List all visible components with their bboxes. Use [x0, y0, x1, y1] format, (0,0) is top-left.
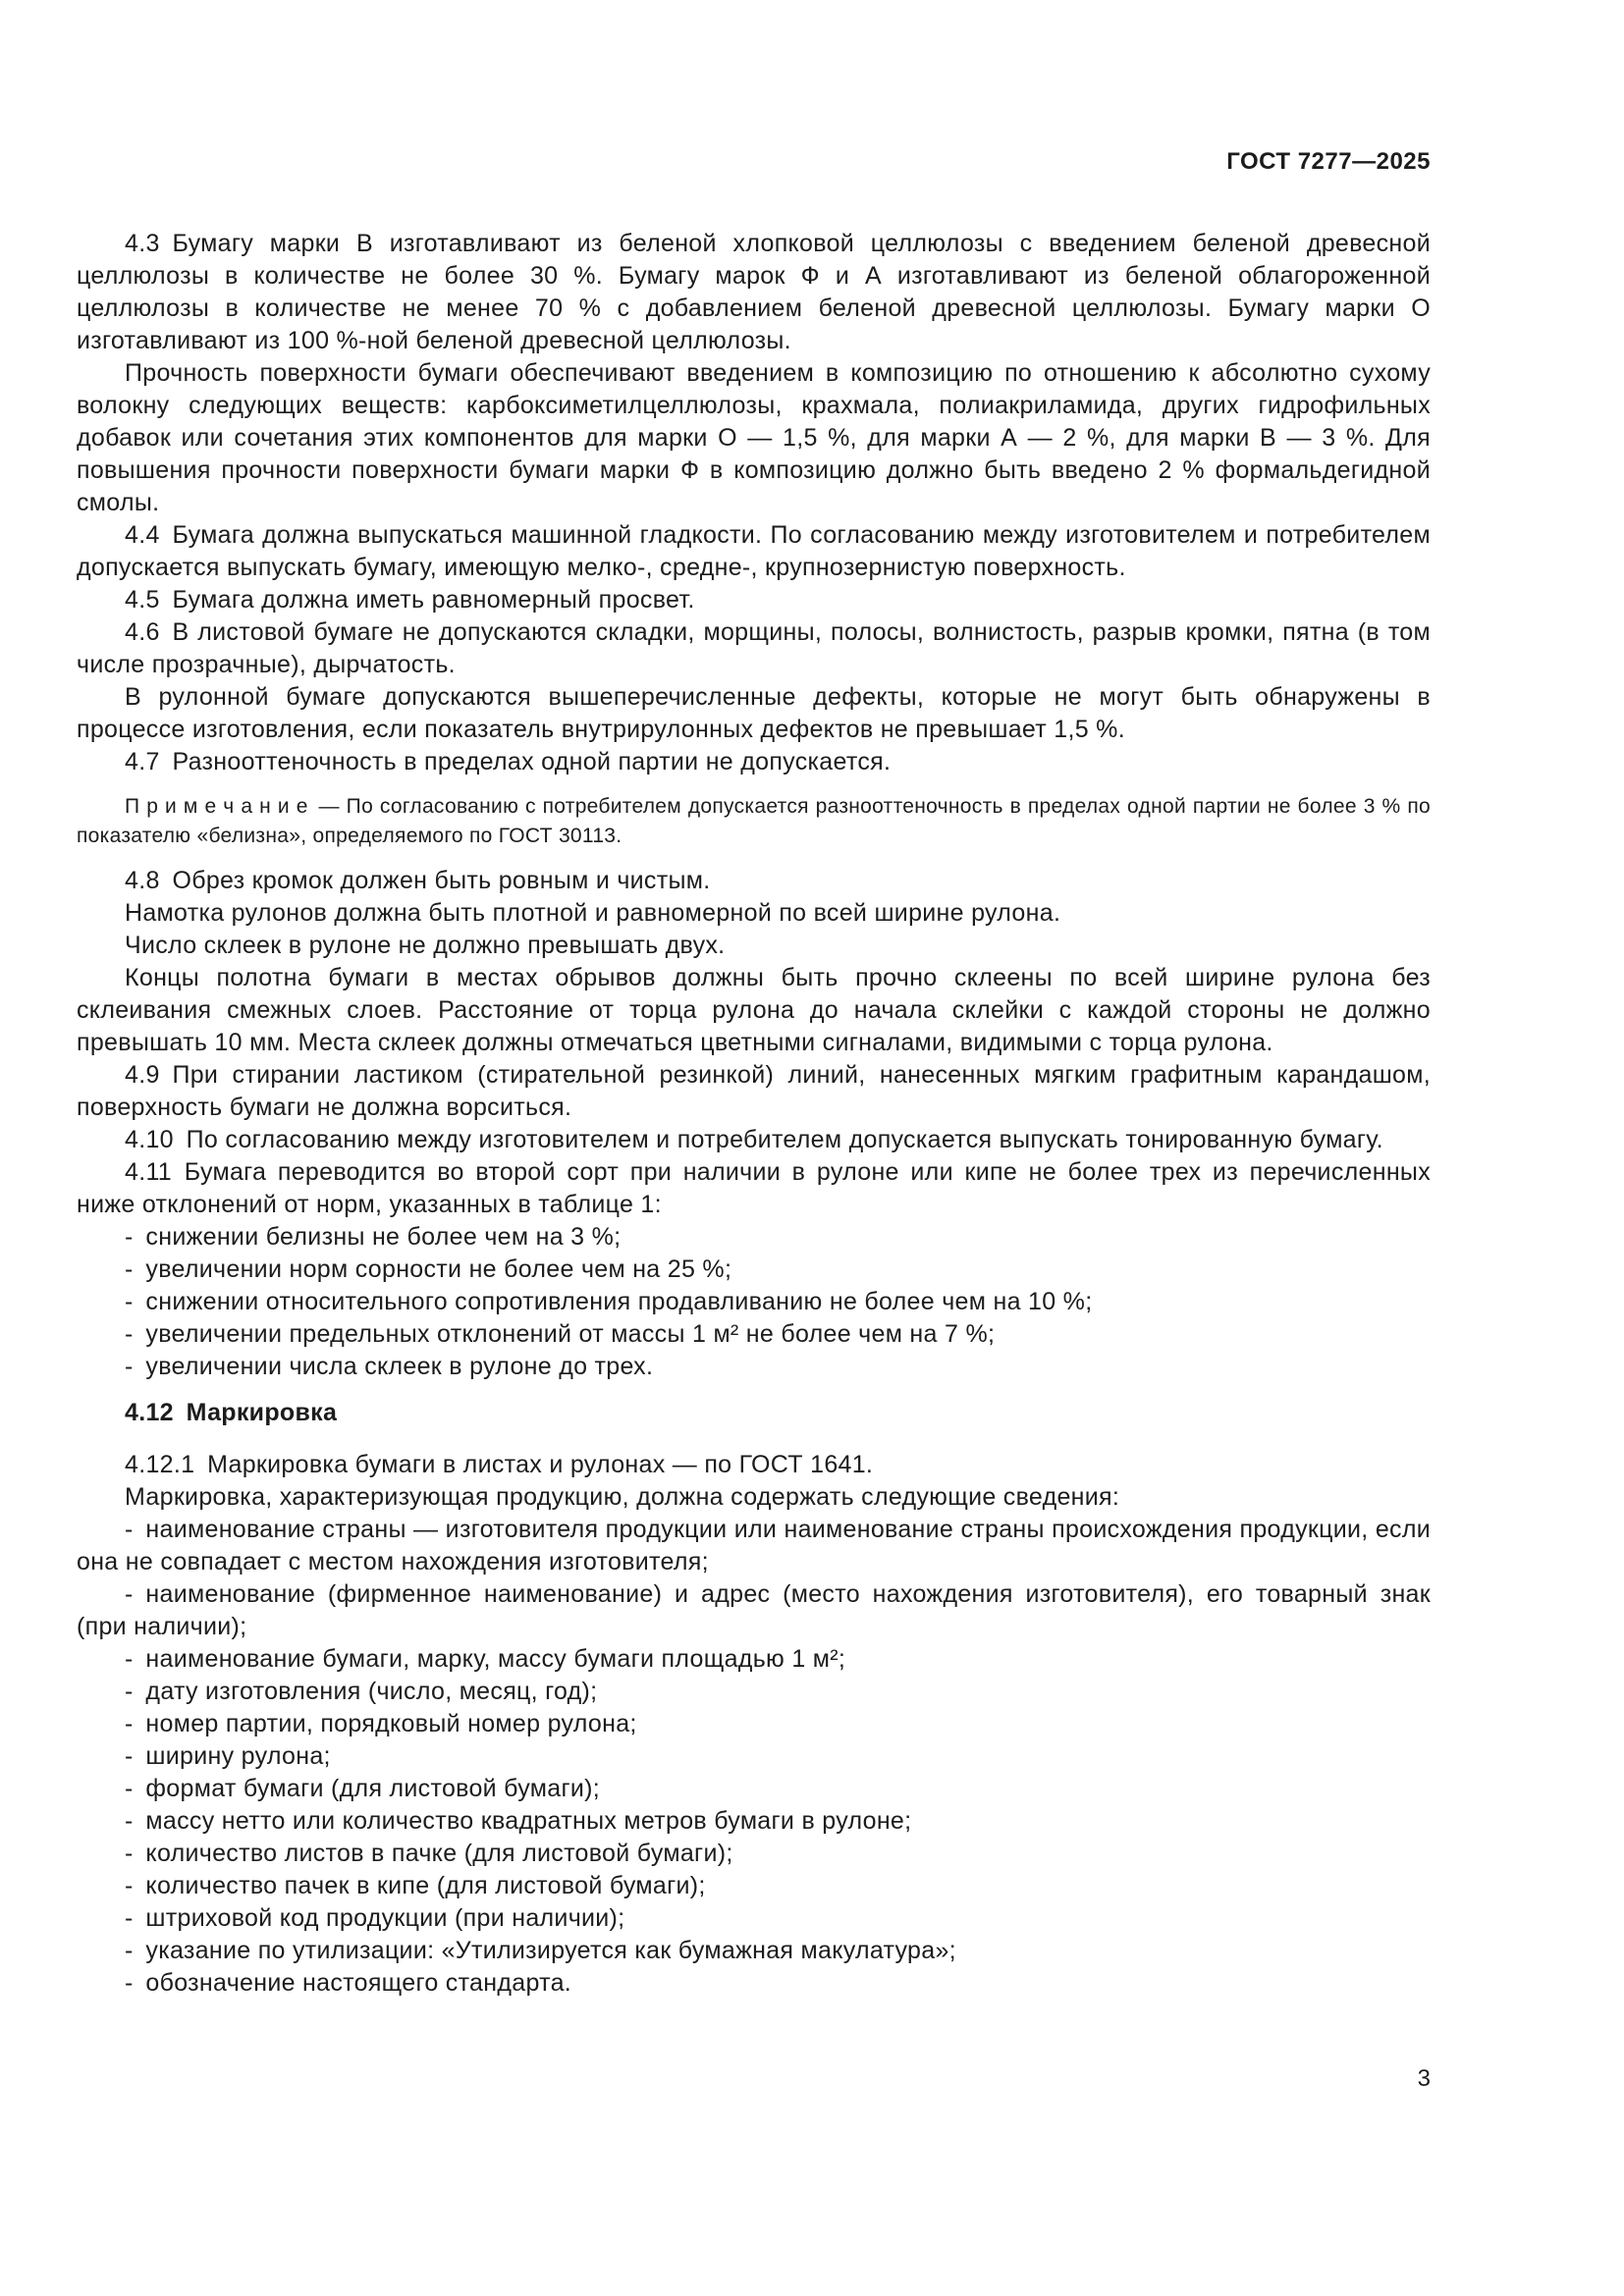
list-item: - количество листов в пачке (для листовой бумаги);: [125, 1840, 733, 1867]
list-item: - количество пачек в кипе (для листовой бумаги);: [125, 1872, 706, 1899]
list-item: - увеличении норм сорности не более чем на 25 %;: [125, 1255, 732, 1283]
paragraph: Концы полотна бумаги в местах обрывов должны быть прочно склеены по всей ширине рулона без склеивания смежных слоев. Расстояние от торца рулона до начала склейки с каждой стороны не должно превышать 10 мм. Места склеек должны отмечаться цветными сигналами, видимыми с торца рулона.: [77, 964, 1431, 1056]
list-item: - дату изготовления (число, месяц, год);: [125, 1678, 598, 1705]
paragraph: 4.12.1 Маркировка бумаги в листах и рулонах — по ГОСТ 1641.: [125, 1451, 874, 1478]
list-item: - наименование бумаги, марку, массу бумаги площадью 1 м²;: [125, 1645, 846, 1673]
document-body: [77, 228, 1431, 2000]
paragraph: Прочность поверхности бумаги обеспечивают введением в композицию по отношению к абсолютно сухому волокну следующих веществ: карбоксиметилцеллюлозы, крахмала, полиакриламида, других гидрофильных добавок или сочетания этих компонентов для марки О — 1,5 %, для марки А — 2 %, для марки В — 3 %. Для повышения прочности поверхности бумаги марки Ф в композицию должно быть введено 2 % формальдегидной смолы.: [77, 359, 1431, 516]
list-item: - обозначение настоящего стандарта.: [125, 1969, 572, 1997]
list-item: - штриховой код продукции (при наличии);: [125, 1904, 625, 1932]
list-item: - наименование (фирменное наименование) и адрес (место нахождения изготовителя), его товарный знак (при наличии);: [77, 1580, 1431, 1640]
paragraph: В рулонной бумаге допускаются вышеперечисленные дефекты, которые не могут быть обнаружены в процессе изготовления, если показатель внутрирулонных дефектов не превышает 1,5 %.: [77, 683, 1431, 743]
list-item: - наименование страны — изготовителя продукции или наименование страны происхождения продукции, если она не совпадает с местом нахождения изготовителя;: [77, 1516, 1431, 1575]
list-item: - указание по утилизации: «Утилизируется как бумажная макулатура»;: [125, 1937, 956, 1964]
page-number: 3: [1417, 2065, 1431, 2092]
list-item: - увеличении числа склеек в рулоне до трех.: [125, 1353, 654, 1380]
paragraph: Маркировка, характеризующая продукцию, должна содержать следующие сведения:: [125, 1483, 1120, 1511]
paragraph: 4.9 При стирании ластиком (стирательной резинкой) линий, нанесенных мягким графитным карандашом, поверхность бумаги не должна ворситься.: [77, 1061, 1431, 1121]
paragraph: 4.6 В листовой бумаге не допускаются складки, морщины, полосы, волнистость, разрыв кромки, пятна (в том числе прозрачные), дырчатость.: [77, 618, 1431, 678]
paragraph: 4.7 Разнооттеночность в пределах одной партии не допускается.: [125, 748, 892, 775]
paragraph: Намотка рулонов должна быть плотной и равномерной по всей ширине рулона.: [125, 899, 1061, 927]
paragraph: 4.11 Бумага переводится во второй сорт при наличии в рулоне или кипе не более трех из перечисленных ниже отклонений от норм, указанных в таблице 1:: [77, 1158, 1431, 1218]
list-item: - снижении относительного сопротивления продавливанию не более чем на 10 %;: [125, 1288, 1093, 1315]
paragraph: 4.3 Бумагу марки В изготавливают из беленой хлопковой целлюлозы с введением беленой древесной целлюлозы в количестве не более 30 %. Бумагу марок Ф и А изготавливают из беленой облагороженной целлюлозы в количестве не менее 70 % с добавлением беленой древесной целлюлозы. Бумагу марки О изготавливают из 100 %-ной беленой древесной целлюлозы.: [77, 230, 1431, 354]
list-item: - номер партии, порядковый номер рулона;: [125, 1710, 637, 1737]
paragraph: 4.4 Бумага должна выпускаться машинной гладкости. По согласованию между изготовителем и потребителем допускается выпускать бумагу, имеющую мелко-, средне-, крупнозернистую поверхность.: [77, 521, 1431, 581]
paragraph: 4.10 По согласованию между изготовителем и потребителем допускается выпускать тонированную бумагу.: [125, 1126, 1383, 1153]
paragraph: 4.8 Обрез кромок должен быть ровным и чистым.: [125, 867, 711, 894]
list-item: - увеличении предельных отклонений от массы 1 м² не более чем на 7 %;: [125, 1320, 996, 1348]
paragraph: 4.5 Бумага должна иметь равномерный просвет.: [125, 586, 695, 614]
list-item: - массу нетто или количество квадратных метров бумаги в рулоне;: [125, 1807, 912, 1835]
paragraph: Число склеек в рулоне не должно превышать двух.: [125, 932, 726, 959]
list-item: - ширину рулона;: [125, 1742, 331, 1770]
list-item: - формат бумаги (для листовой бумаги);: [125, 1775, 601, 1802]
note: П р и м е ч а н и е — По согласованию с потребителем допускается разнооттеночность в пределах одной партии не более 3 % по показателю «белизна», определяемого по ГОСТ 30113.: [77, 795, 1431, 847]
list-item: - снижении белизны не более чем на 3 %;: [125, 1223, 622, 1251]
standard-designation-header: ГОСТ 7277—2025: [1226, 148, 1431, 175]
section-heading: 4.12 Маркировка: [125, 1399, 338, 1426]
